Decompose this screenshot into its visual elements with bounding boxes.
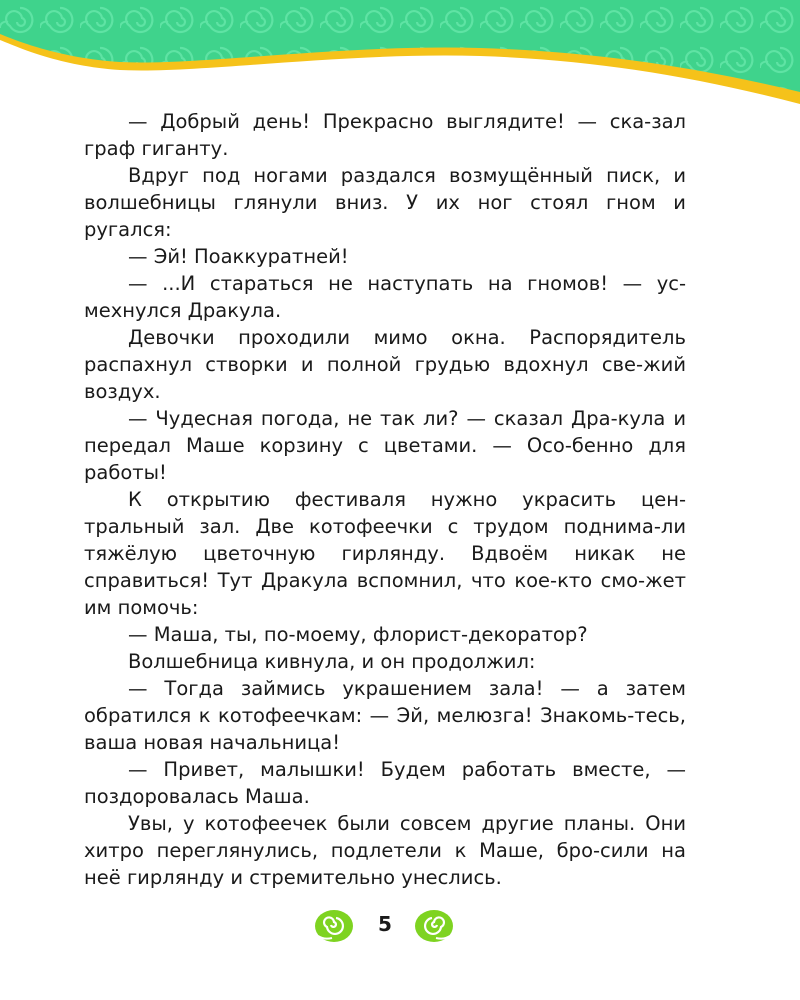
paragraph: — Эй! Поаккуратней! (128, 245, 349, 268)
paragraph: Волшебница кивнула, и он продолжил: (128, 650, 536, 673)
paragraph: Девочки проходили мимо окна. Распорядитель распахнул створки и полной грудью вдохнул све-жий воздух. (84, 326, 686, 403)
paragraph: — Добрый день! Прекрасно выглядите! — ска-зал граф гиганту. (84, 110, 686, 160)
snail-icon (414, 908, 454, 944)
paragraph: — ...И стараться не наступать на гномов! — ус-мехнулся Дракула. (84, 272, 686, 322)
snail-icon (314, 908, 354, 944)
paragraph: — Маша, ты, по-моему, флорист-декоратор? (128, 623, 588, 646)
paragraph: — Тогда займись украшением зала! — а затем обратился к котофеечкам: — Эй, мелюзга! Знакомь-тесь, ваша новая начальница! (84, 677, 686, 754)
paragraph: К открытию фестиваля нужно украсить цен-тральный зал. Две котофеечки с трудом поднима-ли тяжёлую цветочную гирлянду. Вдвоём никак не справиться! Тут Дракула вспомнил, что кое-кто смо-жет им помочь: (84, 488, 686, 619)
header-banner (0, 0, 800, 110)
page-number: 5 (378, 912, 392, 936)
story-text (84, 108, 686, 891)
paragraph: — Привет, малышки! Будем работать вместе, — поздоровалась Маша. (84, 758, 686, 808)
paragraph: Вдруг под ногами раздался возмущённый писк, и волшебницы глянули вниз. У их ног стоял гном и ругался: (84, 164, 686, 241)
page-footer (0, 900, 800, 960)
paragraph: — Чудесная погода, не так ли? — сказал Дра-кула и передал Маше корзину с цветами. — Осо-бенно для работы! (84, 407, 686, 484)
paragraph: Увы, у котофеечек были совсем другие планы. Они хитро переглянулись, подлетели к Маше, бро-сили на неё гирлянду и стремительно унеслись. (84, 812, 686, 889)
